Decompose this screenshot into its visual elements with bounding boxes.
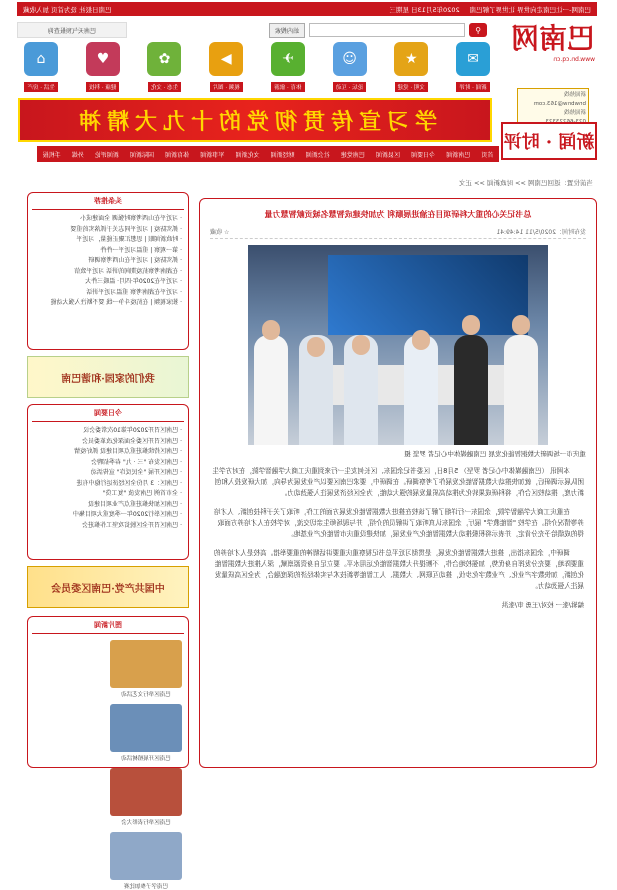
- channel-label: 生活 · 房产: [24, 82, 57, 92]
- weather-link[interactable]: 巴南天气预报查询: [17, 22, 127, 38]
- news-item[interactable]: · 巴南区：3 月份全区经济运行稳中有进: [76, 479, 182, 487]
- nav-item[interactable]: 手机报: [42, 151, 61, 159]
- search-icon[interactable]: ⚲: [469, 23, 487, 37]
- thumbnail: [110, 640, 182, 688]
- channel-culture[interactable]: [140, 42, 188, 104]
- site-logo[interactable]: [503, 22, 595, 82]
- nav-item[interactable]: 财经新闻: [270, 151, 295, 159]
- nav-item[interactable]: 巴南党建: [340, 151, 365, 159]
- nav-item[interactable]: 首页: [481, 151, 494, 159]
- article-panel: [199, 198, 597, 768]
- breadcrumb[interactable]: 当前位置：返回巴南网 >> 时政新闻 >> 正文: [458, 179, 593, 187]
- thumbnail-title: 巴南区开展植树活动: [121, 756, 171, 762]
- news-item[interactable]: · 巴南区举行2020年一季度重大项目集中: [72, 511, 182, 518]
- nav-item[interactable]: 外媒: [71, 151, 84, 159]
- channel-icons: [17, 42, 497, 104]
- headline-item[interactable]: · 在湖南考察抗疫期间的讲话 习近平致信: [74, 267, 182, 275]
- logo-url: www.bn.cq.cn: [553, 56, 595, 63]
- nav-item[interactable]: 社会新闻: [305, 151, 330, 159]
- contact-line: 新闻热线: [563, 110, 586, 116]
- channel-label: 生态 · 文化: [148, 82, 181, 92]
- person-figure: [404, 335, 438, 445]
- thumbnail: [110, 704, 182, 752]
- search-bar: [117, 20, 487, 40]
- headline-item[interactable]: · 独家视频 | 在抗疫斗争一线 要不断注入强大动能: [50, 299, 182, 306]
- top-links[interactable]: 巴南日报社 设为首页 加入收藏: [23, 5, 112, 14]
- panel-title: 头条推荐: [32, 193, 184, 210]
- panel-title: 今日要闻: [32, 405, 184, 422]
- search-button[interactable]: 站内搜索: [269, 23, 305, 38]
- thumbnail-title: 巴南区举行文艺活动: [121, 692, 171, 698]
- channel-forum[interactable]: [326, 42, 374, 104]
- favorite-button[interactable]: [210, 227, 229, 236]
- site-slogan: 巴南网-一让巴南走向世界 让世界了解巴南: [469, 5, 591, 14]
- nav-item[interactable]: 体育新闻: [165, 151, 190, 159]
- news-item[interactable]: · 巴南区开展 "全民反诈" 宣传活动: [90, 469, 182, 476]
- headline-item[interactable]: · 时政新闻眼 | 思想汇聚正能量，习近平: [76, 236, 182, 243]
- top-bar: [17, 2, 597, 16]
- favorite-label: 收藏: [210, 228, 223, 236]
- thumbnail-title: 巴南区举行表彰大会: [121, 820, 171, 826]
- video-icon: ▶: [209, 42, 243, 76]
- headline-panel: [27, 192, 189, 350]
- channel-party[interactable]: [387, 42, 435, 104]
- person-figure: [504, 335, 538, 445]
- article-title: 总书记关心的重大科研项目在渝进展顺利 为加快建成智慧名城贡献智慧力量: [264, 210, 532, 219]
- person-head: [462, 315, 480, 335]
- person-figure: [254, 335, 288, 445]
- publish-time: 发布时间：2020/5/11 14:49:41: [496, 228, 586, 236]
- ad-banner[interactable]: 我们的家园·和谐巴南: [27, 356, 189, 398]
- news-panel: [27, 404, 189, 560]
- flower-icon: ✿: [147, 42, 181, 76]
- channel-label: 视频 · 图片: [210, 82, 243, 92]
- channel-label: 新闻 · 时评: [456, 82, 489, 92]
- slogan-banner[interactable]: 学习宣传贯彻党的十九大精神: [18, 98, 492, 142]
- channel-label: 文明 · 党建: [395, 82, 428, 92]
- nav-item[interactable]: 军事新闻: [200, 151, 225, 159]
- star-icon: ☆: [223, 228, 230, 236]
- plane-icon: ✈: [271, 42, 305, 76]
- headline-item[interactable]: · 抓实防疫 | 习近平在山西考察调研: [88, 257, 182, 264]
- person-head: [262, 320, 280, 340]
- news-item[interactable]: · 巴南区持续推进重点项目建设 抓好疫情: [74, 448, 182, 455]
- heart-icon: ♥: [86, 42, 120, 76]
- photo-news-item[interactable]: [110, 768, 182, 826]
- headline-item[interactable]: · 习近平在湖南考察 重温习近平讲话: [86, 288, 182, 296]
- photo-caption: 重庆市一场调研大数据智能化发展 巴南融媒体中心记者 罗坚 摄: [404, 450, 586, 458]
- headline-item[interactable]: · 习近平在山西考察时强调 全面建成小: [80, 215, 182, 222]
- channel-sports[interactable]: [264, 42, 312, 104]
- channel-label: 健康 · 科技: [86, 82, 119, 92]
- headline-item[interactable]: · 抓实防疫 | 习近平同志关于抓落实的重要: [70, 225, 182, 233]
- nav-item[interactable]: 新闻评论: [94, 151, 119, 159]
- panel-title: 图片新闻: [32, 617, 184, 634]
- person-head: [412, 330, 430, 350]
- news-item[interactable]: · 全市首例 巴南发放 "复工贷": [102, 490, 182, 497]
- headline-item[interactable]: · 第一观察 | 重温习近平一件件: [100, 246, 182, 254]
- house-icon: ⌂: [24, 42, 58, 76]
- photo-news-panel: [27, 616, 189, 890]
- nav-item[interactable]: 国际新闻: [130, 151, 155, 159]
- mail-icon: ✉: [456, 42, 490, 76]
- nav-item[interactable]: 文化新闻: [235, 151, 260, 159]
- nav-item[interactable]: 区县新闻: [376, 151, 401, 159]
- article-paragraph: 本网讯 （巴南融媒体中心记者 罗坚） 5月8日，区委书记余国东、区长何友生一行来到重庆工商大学融智学院，在对方学生团队展示调研后，就加快推动大数据智能化发展作了考察调研。在调研中，要求巴南区要以产业发展为导向，加大研发投入和创新力度，推动校区合作，将科研成果转化为推动高质量发展的强大动能，为全区经济发展注入强劲动力。: [212, 467, 584, 497]
- thumbnail: [110, 768, 182, 816]
- date-text: 2020年5月13日 星期三: [389, 5, 460, 14]
- photo-news-item[interactable]: [110, 704, 182, 762]
- news-item[interactable]: · 巴南区加快推进重点产业项目建设: [88, 500, 182, 508]
- nav-item[interactable]: 巴南新闻: [446, 151, 471, 159]
- article-photo: [248, 245, 548, 445]
- channel-life[interactable]: [17, 42, 65, 104]
- star-icon: ★: [394, 42, 428, 76]
- news-item[interactable]: · 巴南区发布 "三 · 九" 春季招聘会: [91, 458, 182, 466]
- main-nav: [37, 146, 499, 162]
- headline-item[interactable]: · 习近平在2020年·四月· 温暖三件大: [85, 278, 182, 285]
- article-paragraph: 在重庆工商大学融智学院，余国东一行详细了解了该校在推进大数据智能化发展方面的工作，听取了关于科技创新、人才培养等情况介绍。在学校 "智能教学" 展厅，余国东认真听取了讲解员的介绍，并与现场师生亲切交流，对学校在人才培养方面取得的成绩给予充分肯定，并表示将积极推动大数据智能化产业发展，加快建设重庆市智能化产业基地。: [213, 508, 584, 538]
- section-title: 新闻 · 时评: [501, 122, 597, 160]
- person-head: [307, 337, 325, 357]
- thumbnail-title: 巴南学子参加比赛: [124, 884, 169, 890]
- channel-label: 论坛 · 互动: [333, 82, 366, 92]
- display-screen: [328, 255, 528, 335]
- channel-health[interactable]: [79, 42, 127, 104]
- news-item[interactable]: · 巴南区召开全区脱贫攻坚工作推进会: [82, 521, 182, 529]
- nav-item[interactable]: 今日要闻: [411, 151, 436, 159]
- channel-label: 体育 · 旅游: [271, 82, 304, 92]
- article-paragraph: 调研中，余国东指出，推进大数据智能化发展，是贯彻习近平总书记视察重庆重要讲话精神的重要举措。高校是人才培养的重要阵地，要充分发挥自身优势，加强校地合作，不断提升大数据智能化运用水平。要立足自身资源禀赋，深入推进大数据智能化创新，加快数字产业化、产业数字化步伐，推动互联网、大数据、人工智能等新技术与实体经济的深度融合，为全区高质量发展注入强劲动力。: [213, 549, 584, 590]
- contact-line: 新闻热线: [563, 92, 586, 98]
- logo-text: 巴南网: [510, 22, 595, 55]
- people-icon: ☺: [333, 42, 367, 76]
- person-figure: [454, 335, 488, 445]
- ad-banner[interactable]: 中国共产党·巴南区委员会: [27, 566, 189, 608]
- contact-email: bnwbnw@163.com: [533, 101, 586, 107]
- person-head: [512, 315, 530, 335]
- article-editor: 编辑/张一 校对/王勇 审/张洪: [501, 601, 584, 609]
- news-item[interactable]: · 巴南区召开2020年第10次常委会议: [83, 427, 182, 434]
- photo-news-item[interactable]: [110, 832, 182, 890]
- article-meta: [210, 224, 586, 239]
- channel-video[interactable]: [202, 42, 250, 104]
- thumbnail: [110, 832, 182, 880]
- news-item[interactable]: · 巴南区召开区委全面深化改革委员会: [82, 437, 182, 445]
- photo-news-item[interactable]: [110, 640, 182, 698]
- person-head: [352, 335, 370, 355]
- search-input[interactable]: [309, 23, 465, 37]
- channel-news[interactable]: [449, 42, 497, 104]
